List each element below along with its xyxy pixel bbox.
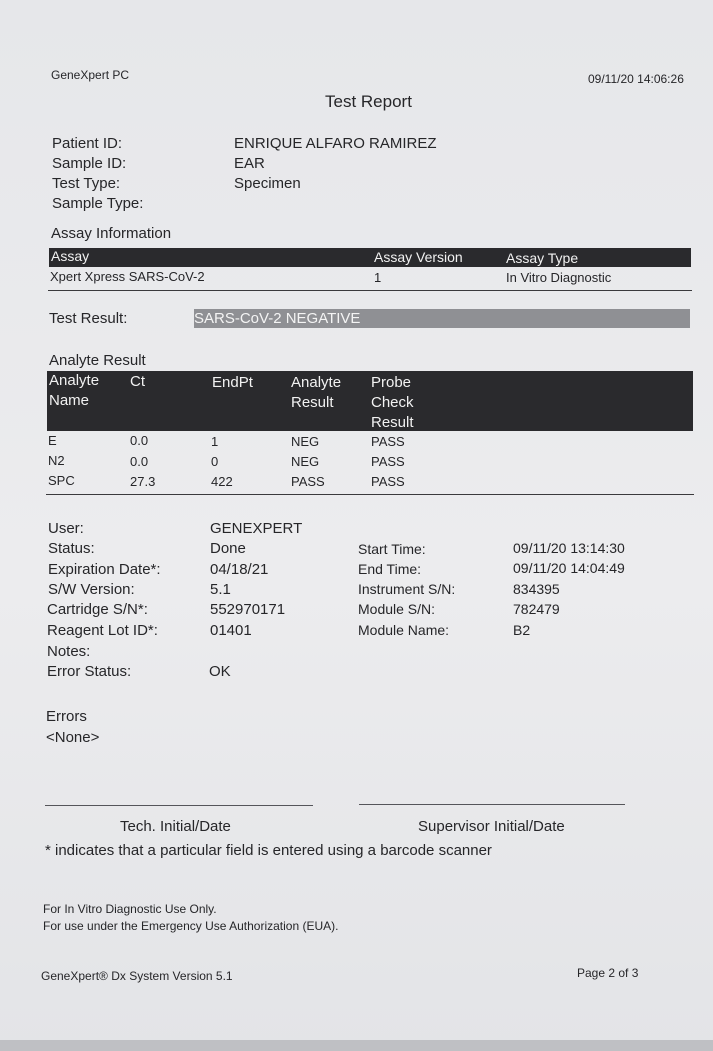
- probe-check-result: PASS: [371, 474, 405, 489]
- analyte-divider: [46, 494, 694, 495]
- assay-divider: [48, 290, 692, 291]
- status-value: Done: [210, 540, 246, 557]
- assay-type: In Vitro Diagnostic: [506, 270, 612, 285]
- instrument-sn-label: Instrument S/N:: [358, 581, 456, 597]
- instrument-sn-value: 834395: [513, 581, 560, 597]
- tech-signature-line: [45, 805, 313, 806]
- start-time-label: Start Time:: [358, 541, 426, 557]
- analyte-header-endpt: EndPt: [212, 374, 253, 391]
- analyte-endpt: 422: [211, 474, 233, 489]
- patient-id-value: ENRIQUE ALFARO RAMIREZ: [234, 135, 437, 152]
- analyte-name: N2: [48, 453, 65, 468]
- status-label: Status:: [48, 540, 95, 557]
- analyte-header-result-2: Result: [291, 394, 334, 411]
- system-version: GeneXpert® Dx System Version 5.1: [41, 969, 233, 983]
- assay-section-title: Assay Information: [51, 225, 172, 242]
- analyte-endpt: 1: [211, 434, 219, 449]
- test-type-value: Specimen: [234, 175, 301, 192]
- analyte-header-result-1: Analyte: [291, 374, 342, 391]
- start-time-value: 09/11/20 13:14:30: [513, 540, 625, 556]
- ivd-use-note: For In Vitro Diagnostic Use Only.: [43, 902, 217, 916]
- test-type-label: Test Type:: [52, 175, 121, 192]
- analyte-header-probe-1: Probe: [371, 374, 412, 391]
- assay-header-version: Assay Version: [374, 249, 463, 265]
- cartridge-sn-label: Cartridge S/N*:: [47, 601, 148, 618]
- analyte-result: NEG: [291, 434, 320, 449]
- analyte-ct: 0.0: [130, 433, 149, 448]
- assay-name: Xpert Xpress SARS-CoV-2: [50, 269, 205, 284]
- analyte-name: E: [48, 433, 57, 448]
- error-status-value: OK: [209, 663, 231, 680]
- sample-id-value: EAR: [234, 155, 265, 172]
- analyte-result: PASS: [291, 474, 325, 489]
- expiration-date-value: 04/18/21: [210, 561, 269, 578]
- analyte-header-ct: Ct: [130, 373, 145, 390]
- page-number: Page 2 of 3: [577, 966, 639, 980]
- end-time-value: 09/11/20 14:04:49: [513, 560, 625, 576]
- probe-check-result: PASS: [371, 434, 405, 449]
- patient-id-label: Patient ID:: [52, 135, 123, 152]
- cartridge-sn-value: 552970171: [210, 601, 286, 618]
- module-name-label: Module Name:: [358, 622, 450, 638]
- assay-table-header: [49, 248, 691, 267]
- page-edge: [0, 1040, 713, 1051]
- errors-title: Errors: [46, 708, 87, 725]
- assay-version: 1: [374, 270, 382, 285]
- analyte-header-probe-3: Result: [371, 414, 414, 431]
- analyte-header-probe-2: Check: [371, 394, 414, 411]
- analyte-ct: 27.3: [130, 474, 156, 489]
- supervisor-signature-line: [359, 804, 625, 805]
- error-status-label: Error Status:: [47, 663, 132, 680]
- analyte-header-name-1: Analyte: [49, 372, 100, 389]
- barcode-note: * indicates that a particular field is entered using a barcode scanner: [45, 842, 492, 859]
- assay-header-type: Assay Type: [506, 250, 579, 266]
- test-result-label: Test Result:: [49, 310, 128, 327]
- test-result-value: SARS-CoV-2 NEGATIVE: [194, 310, 361, 327]
- analyte-name: SPC: [48, 473, 75, 488]
- test-result-bar: [194, 309, 690, 328]
- analyte-result: NEG: [291, 454, 320, 469]
- supervisor-initial-label: Supervisor Initial/Date: [418, 818, 565, 835]
- module-name-value: B2: [513, 622, 531, 638]
- expiration-date-label: Expiration Date*:: [48, 561, 161, 578]
- tech-initial-label: Tech. Initial/Date: [120, 818, 231, 835]
- analyte-header-name-2: Name: [49, 392, 90, 409]
- sw-version-label: S/W Version:: [48, 581, 135, 598]
- module-sn-label: Module S/N:: [358, 601, 436, 617]
- page-title: Test Report: [325, 92, 412, 111]
- reagent-lot-label: Reagent Lot ID*:: [47, 622, 158, 639]
- user-label: User:: [48, 520, 84, 537]
- user-value: GENEXPERT: [210, 520, 303, 537]
- assay-header-assay: Assay: [51, 248, 90, 264]
- sample-id-label: Sample ID:: [52, 155, 127, 172]
- sample-type-label: Sample Type:: [52, 195, 144, 212]
- report-timestamp: 09/11/20 14:06:26: [588, 72, 684, 86]
- end-time-label: End Time:: [358, 561, 422, 577]
- app-name: GeneXpert PC: [51, 68, 130, 82]
- probe-check-result: PASS: [371, 454, 405, 469]
- analyte-section-title: Analyte Result: [49, 352, 146, 369]
- sw-version-value: 5.1: [210, 581, 231, 598]
- eua-note: For use under the Emergency Use Authorization (EUA).: [43, 919, 339, 933]
- analyte-ct: 0.0: [130, 454, 149, 469]
- notes-label: Notes:: [47, 643, 91, 660]
- errors-value: <None>: [46, 729, 100, 746]
- module-sn-value: 782479: [513, 601, 560, 617]
- analyte-table-header: [47, 371, 693, 431]
- reagent-lot-value: 01401: [210, 622, 252, 639]
- analyte-endpt: 0: [211, 454, 219, 469]
